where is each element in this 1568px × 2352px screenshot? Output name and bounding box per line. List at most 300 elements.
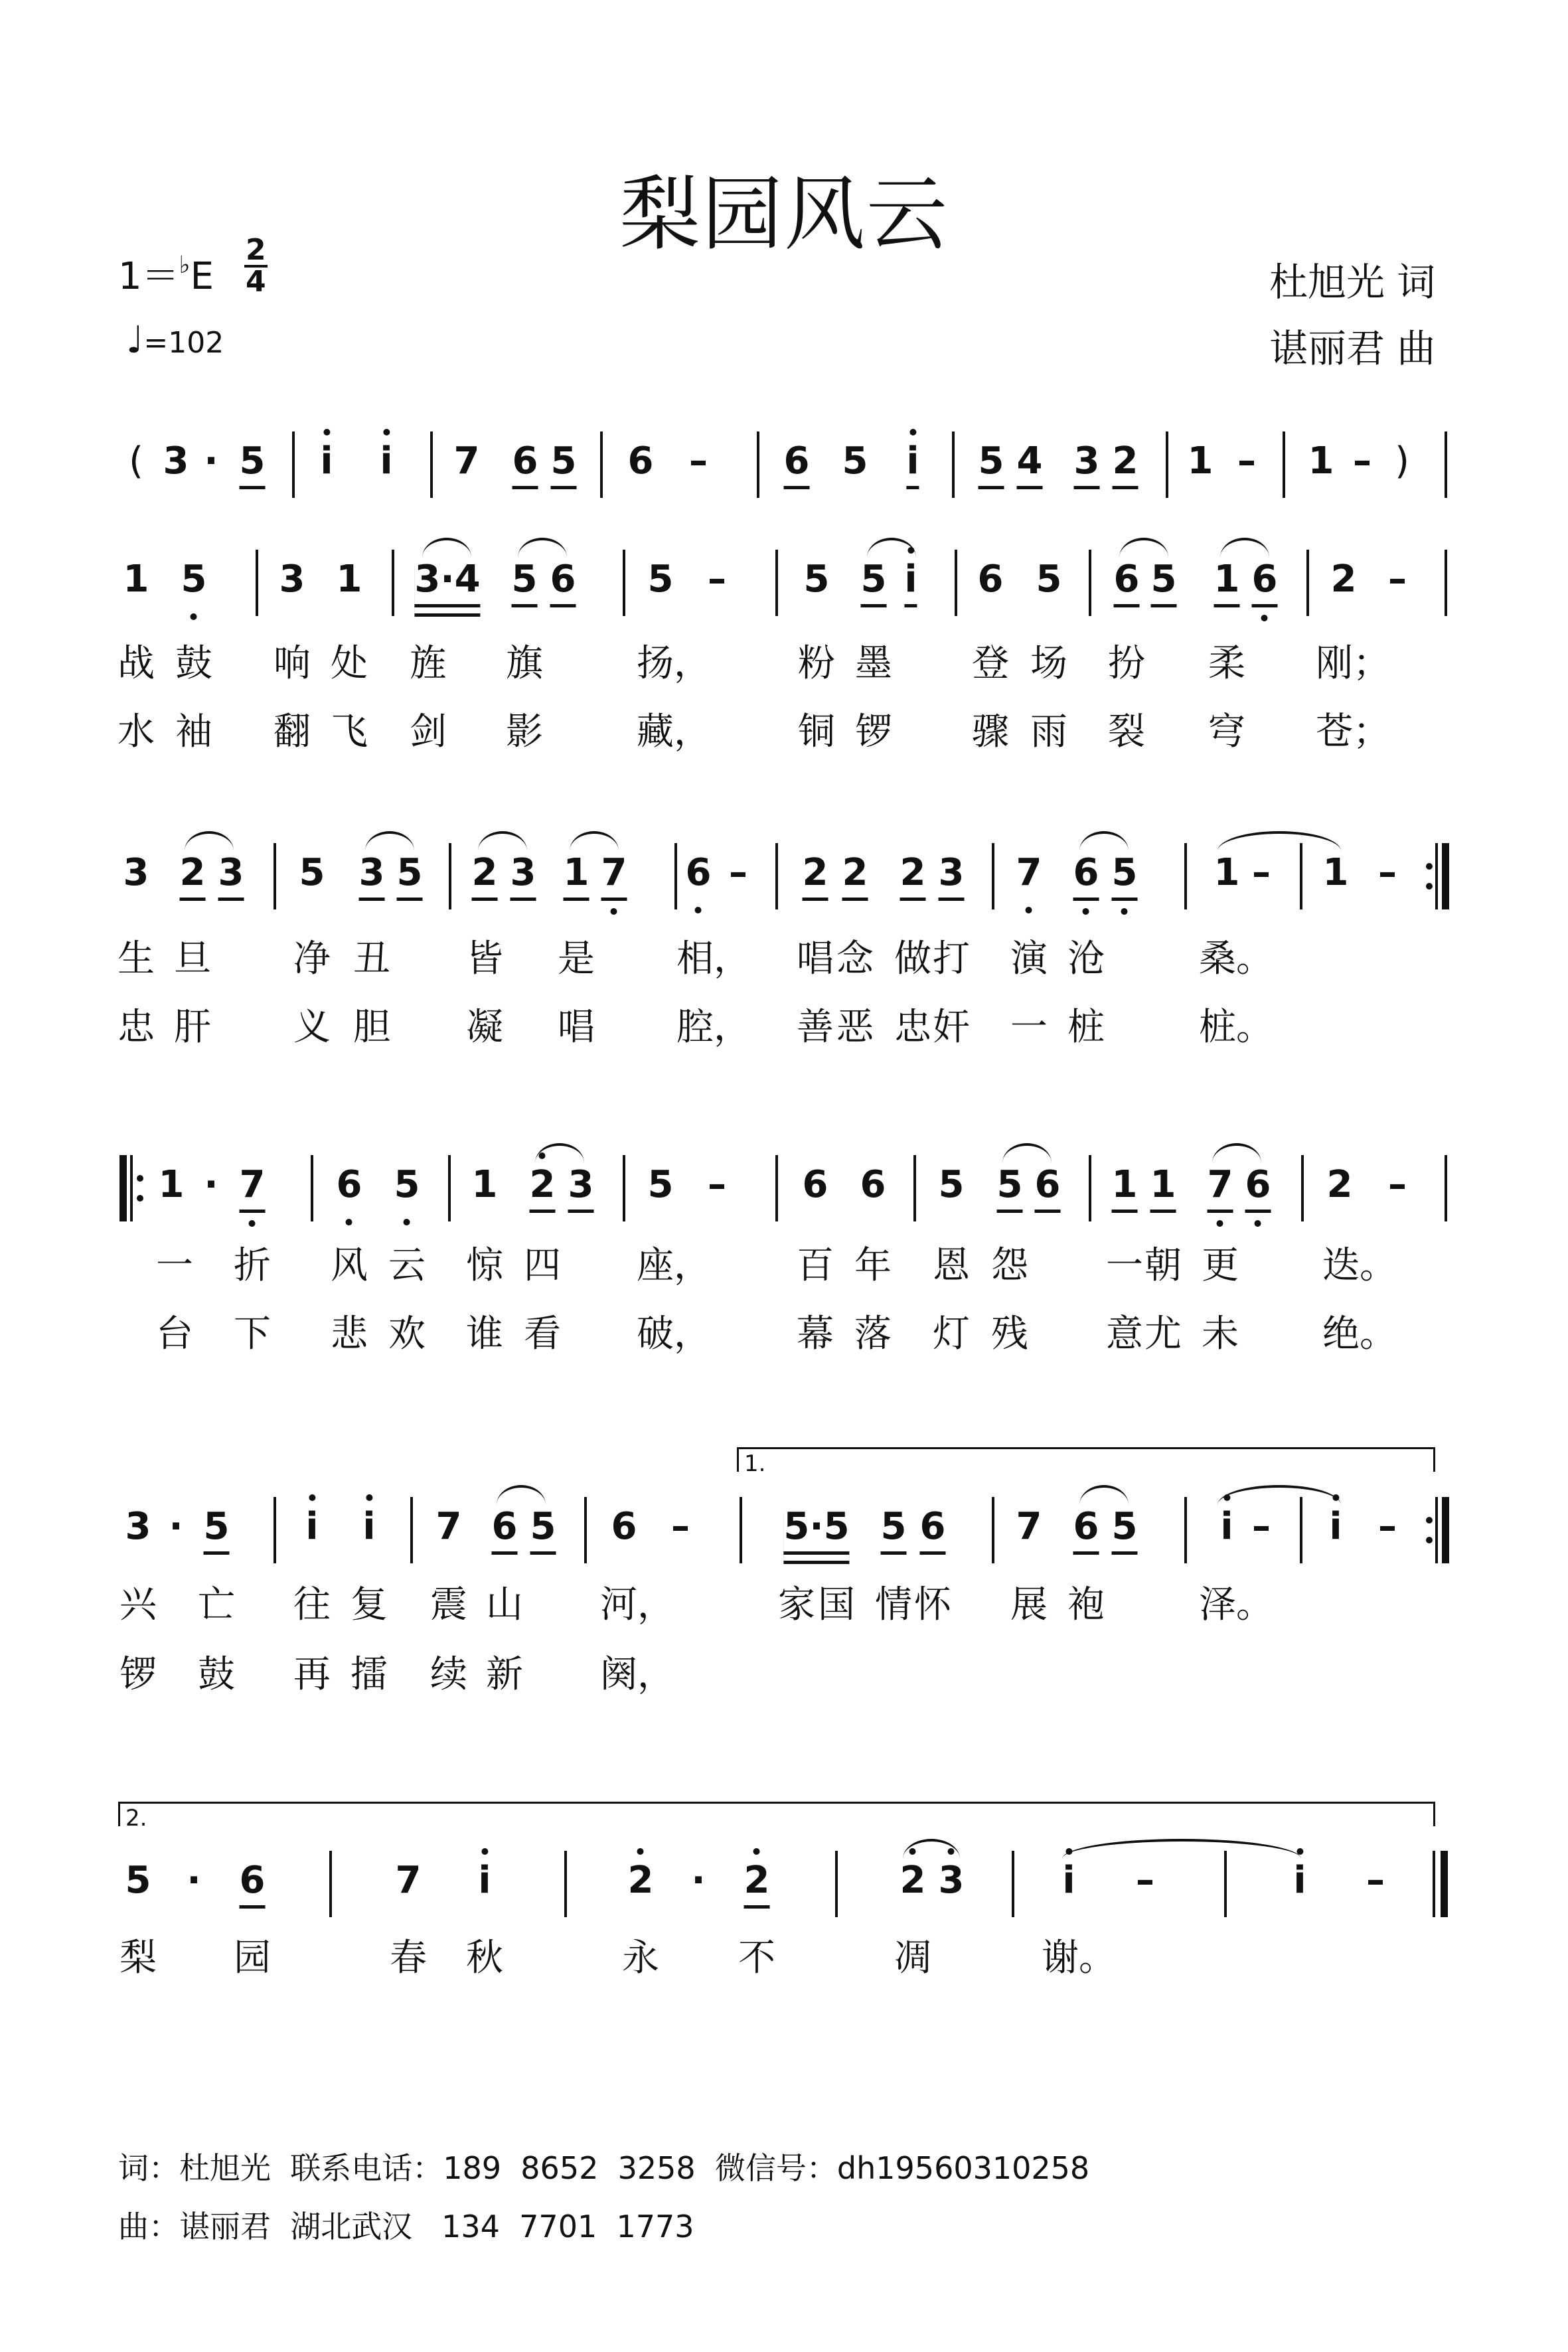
time-bottom: 4 [246, 265, 266, 299]
barline [410, 1497, 413, 1563]
note: i [906, 438, 919, 489]
note: 5 [204, 1504, 230, 1555]
dash: – [1388, 558, 1407, 601]
slur [518, 538, 567, 558]
lyric: 墨 [855, 642, 892, 685]
note: i [362, 1504, 375, 1550]
lyric: 沧 [1067, 937, 1105, 980]
lyric: 展 [1010, 1583, 1048, 1626]
barline [564, 1851, 567, 1917]
lyric: 残 [991, 1312, 1028, 1356]
slur [185, 831, 234, 851]
note: 1 [1150, 1162, 1176, 1213]
note: 2 [628, 1857, 654, 1904]
lyric: 生 [118, 937, 155, 980]
lyrics-s3-v2 [0, 1304, 1568, 1358]
barline [311, 1155, 313, 1221]
note: 6 [240, 1857, 266, 1909]
lyric: 恶 [836, 1006, 874, 1049]
lyrics-s2-v2 [0, 998, 1568, 1051]
lyric: 云 [388, 1244, 426, 1287]
lyrics-s1-v2 [0, 702, 1568, 755]
note: i [478, 1857, 491, 1904]
lyric: 绝。 [1322, 1312, 1397, 1356]
lyric: 善 [797, 1006, 834, 1049]
lyric: 台 [156, 1312, 193, 1356]
lyric: 意 [1106, 1312, 1143, 1356]
lyric: 旦 [174, 937, 211, 980]
note: 5 [1112, 1504, 1138, 1555]
lyric: 惊 [466, 1244, 503, 1287]
slur [1079, 1485, 1129, 1505]
lyric: 扮 [1108, 642, 1145, 685]
note: 6 [1073, 1504, 1099, 1555]
tie [1217, 1485, 1341, 1505]
final-barline [1441, 1851, 1448, 1917]
note: 5 [530, 1504, 556, 1555]
barline [430, 431, 433, 498]
lyric: 未 [1202, 1312, 1239, 1356]
song-title: 梨园风云 [619, 167, 949, 262]
quarter-note-icon: ♩ [126, 319, 144, 362]
time-signature [244, 233, 268, 299]
note: 6 [550, 556, 576, 607]
note: 6 [492, 1504, 518, 1555]
lyric: 复 [351, 1583, 388, 1626]
lyric: 欢 [388, 1312, 426, 1356]
key-note: E [190, 255, 214, 298]
note: 5 [861, 556, 887, 607]
note: 7 [453, 439, 480, 483]
note: 2 [1113, 438, 1138, 489]
barline [1012, 1851, 1014, 1917]
dash: – [1388, 1163, 1407, 1206]
lyric: 念 [836, 937, 874, 980]
lyric: 演 [1010, 937, 1048, 980]
barline [775, 843, 778, 909]
slur [1079, 831, 1129, 851]
note: 3·4 [414, 556, 480, 607]
lyric: 灯 [933, 1312, 970, 1356]
lyric: 往 [293, 1583, 331, 1626]
lyric: 春 [390, 1936, 427, 1980]
note: 6 [1114, 556, 1140, 607]
lyric: 新 [486, 1653, 523, 1696]
note: 5 [842, 439, 868, 483]
lyric: 四 [524, 1244, 561, 1287]
note: i [1062, 1857, 1075, 1904]
note: 3 [359, 850, 385, 901]
note: 7 [435, 1505, 462, 1548]
lyric: 不 [738, 1936, 775, 1980]
note: 7 [1016, 1505, 1042, 1548]
dash: – [1378, 851, 1397, 894]
paren-open: ( [129, 439, 143, 483]
note: 5 [647, 1163, 674, 1206]
lyric: 风 [331, 1244, 368, 1287]
barline [449, 843, 451, 909]
lyric: 折 [234, 1244, 271, 1287]
barline [775, 550, 778, 616]
lyric: 藏， [637, 710, 711, 753]
slur [570, 831, 619, 851]
slur [422, 538, 471, 558]
lyric: 翻 [274, 710, 311, 753]
lyric: 落 [854, 1312, 892, 1356]
slur [478, 831, 527, 851]
volta-label: 2. [125, 1805, 147, 1832]
barline [584, 1497, 587, 1563]
note: 6 [627, 439, 654, 483]
lyric: 秋 [466, 1936, 503, 1980]
lyric: 谁 [466, 1312, 503, 1356]
volta-first-ending [737, 1447, 1435, 1477]
note: 2 [1326, 1163, 1353, 1206]
slur [1002, 1143, 1052, 1163]
lyrics-s4-v1 [0, 1575, 1568, 1628]
note: 7 [1208, 1162, 1233, 1213]
note: 5 [125, 1859, 151, 1902]
lyric: 柔 [1208, 642, 1245, 685]
lyric: 一 [1106, 1244, 1143, 1287]
key-prefix: 1＝ [118, 255, 179, 298]
barline [1433, 1851, 1435, 1917]
lyric: 是 [558, 937, 595, 980]
barline [274, 843, 276, 909]
lyrics-s2-v1 [0, 929, 1568, 982]
lyric: 座， [637, 1244, 711, 1287]
dash: – [708, 1163, 726, 1206]
note: 1 [1214, 851, 1240, 894]
footer-composer-contact: 曲：谌丽君 湖北武汉 134 7701 1773 [118, 2209, 694, 2244]
lyric: 山 [486, 1583, 523, 1626]
lyric: 凋 [894, 1936, 931, 1980]
lyric: 兴 [119, 1583, 157, 1626]
lyric: 阕， [600, 1653, 674, 1696]
lyric: 铜 [798, 710, 835, 753]
slur [1119, 538, 1168, 558]
dash: – [1366, 1859, 1385, 1902]
repeat-dot [137, 1175, 143, 1182]
lyric: 相， [676, 937, 751, 980]
lyric: 锣 [855, 710, 892, 753]
note: 3 [218, 850, 244, 901]
barline [1435, 843, 1438, 909]
lyric: 破， [637, 1312, 711, 1356]
lyric: 桑。 [1199, 937, 1273, 980]
lyricist-credit: 杜旭光 词 [1269, 260, 1436, 305]
slur [1220, 538, 1269, 558]
note: 3 [939, 850, 965, 901]
lyric: 鼓 [198, 1653, 235, 1696]
lyric: 做 [894, 937, 931, 980]
lyric: 忠 [894, 1006, 931, 1049]
lyric: 粉 [798, 642, 835, 685]
lyric: 肝 [174, 1006, 211, 1049]
lyric: 唱 [558, 1006, 595, 1049]
tempo-marking [126, 319, 224, 362]
dash: – [1252, 851, 1271, 894]
note: 6 [977, 558, 1004, 601]
lyric: 旗 [506, 642, 543, 685]
lyric: 锣 [119, 1653, 157, 1696]
note: 3 [510, 850, 536, 901]
dot: · [204, 439, 218, 483]
lyric: 战 [118, 642, 155, 685]
note: 5 [394, 1162, 420, 1208]
note: 2 [1330, 558, 1357, 601]
dash: – [671, 1505, 690, 1548]
lyrics-s1-v1 [0, 634, 1568, 687]
lyric: 情 [875, 1583, 912, 1626]
repeat-start-barline [119, 1155, 127, 1221]
lyric: 刚； [1316, 642, 1390, 685]
lyric: 谢。 [1042, 1936, 1116, 1980]
note: 3 [568, 1162, 594, 1213]
paren-close: ) [1395, 439, 1409, 483]
note: 6 [1035, 1162, 1061, 1213]
dash: – [1237, 439, 1256, 483]
barline [913, 1155, 916, 1221]
note: 6 [512, 438, 538, 489]
system-5 [0, 1851, 1568, 1911]
barline [1306, 550, 1309, 616]
note: 6 [1245, 1162, 1271, 1213]
dash: – [1353, 439, 1372, 483]
note: 5 [181, 556, 207, 603]
lyric: 旌 [410, 642, 447, 685]
lyric: 袖 [175, 710, 212, 753]
lyric: 幕 [797, 1312, 834, 1356]
note: 6 [686, 850, 712, 896]
repeat-end-barline [1442, 843, 1449, 909]
volta-label: 1. [744, 1450, 766, 1477]
barline [952, 431, 955, 498]
note: 5 [1151, 556, 1177, 607]
lyric: 影 [506, 710, 543, 753]
note: i [1220, 1504, 1233, 1550]
note: 5 [299, 851, 325, 894]
barline [292, 431, 295, 498]
note: 2 [472, 850, 498, 901]
note: 5 [397, 850, 423, 901]
note: i [320, 438, 333, 485]
barline [1435, 1497, 1438, 1563]
lyric: 怨 [991, 1244, 1028, 1287]
lyric: 雨 [1030, 710, 1067, 753]
lyric: 永 [622, 1936, 659, 1980]
lyric: 飞 [331, 710, 368, 753]
lyric: 国 [818, 1583, 855, 1626]
note: 1 [1322, 851, 1349, 894]
lyric: 净 [293, 937, 331, 980]
lyric: 腔， [676, 1006, 751, 1049]
barline [992, 1497, 994, 1563]
lyric: 水 [118, 710, 155, 753]
lyric: 年 [854, 1244, 892, 1287]
note: i [1293, 1857, 1306, 1904]
note: i [380, 438, 392, 485]
lyric: 亡 [198, 1583, 235, 1626]
lyric: 奸 [933, 1006, 970, 1049]
lyric: 看 [524, 1312, 561, 1356]
lyric: 尤 [1144, 1312, 1182, 1356]
note: 2 [900, 850, 926, 901]
barline [1301, 1155, 1304, 1221]
note: 1 [1308, 439, 1334, 483]
lyric: 下 [234, 1312, 271, 1356]
dash: – [689, 439, 708, 483]
barline [1445, 1155, 1447, 1221]
lyric: 河， [600, 1583, 674, 1626]
note: 5 [551, 438, 577, 489]
note: 5 [512, 556, 538, 607]
note: 2 [180, 850, 206, 901]
note: 7 [240, 1162, 266, 1213]
lyric: 百 [797, 1244, 834, 1287]
note: 4 [1017, 438, 1043, 489]
note: i [904, 556, 917, 607]
note: 5 [1112, 850, 1138, 901]
barline [740, 1497, 742, 1563]
barline [1283, 431, 1285, 498]
lyrics-s5-v1 [0, 1928, 1568, 1982]
note: 2 [803, 850, 828, 901]
note: 6 [784, 438, 810, 489]
system-3 [0, 1155, 1568, 1215]
flat-icon: ♭ [179, 252, 191, 279]
dash: – [1136, 1859, 1154, 1902]
barline [955, 550, 957, 616]
note: 3 [1074, 438, 1100, 489]
note: 1 [158, 1163, 185, 1206]
note: 5 [803, 558, 830, 601]
lyric: 响 [274, 642, 311, 685]
footer-lyricist-contact: 词：杜旭光 联系电话：189 8652 3258 微信号：dh19560310258 [118, 2150, 1090, 2186]
slur [365, 831, 414, 851]
barline [1224, 1851, 1227, 1917]
lyric: 义 [293, 1006, 331, 1049]
lyric: 穹 [1208, 710, 1245, 753]
system-4 [0, 1497, 1568, 1557]
barline [448, 1155, 451, 1221]
note: 1 [471, 1163, 498, 1206]
lyric: 擂 [351, 1653, 388, 1696]
barline [274, 1497, 276, 1563]
dash: – [1252, 1505, 1271, 1548]
note: 2 [900, 1857, 926, 1904]
lyric: 怀 [914, 1583, 951, 1626]
note: 5 [1036, 558, 1062, 601]
lyric: 袍 [1067, 1583, 1105, 1626]
lyric: 再 [293, 1653, 331, 1696]
note: 1 [123, 558, 149, 601]
barline [1184, 1497, 1187, 1563]
note: 1 [564, 850, 589, 901]
lyric: 一 [156, 1244, 193, 1287]
lyric: 凝 [466, 1006, 503, 1049]
note: 6 [860, 1163, 886, 1206]
slur [1212, 1143, 1261, 1163]
barline [623, 550, 625, 616]
repeat-dot [137, 1195, 143, 1202]
lyric: 续 [430, 1653, 467, 1696]
tie [1217, 831, 1341, 851]
lyric: 一 [1010, 1006, 1048, 1049]
note: 1 [1187, 439, 1214, 483]
note: 6 [611, 1505, 637, 1548]
note: 7 [395, 1859, 422, 1902]
barline [992, 843, 994, 909]
barline [329, 1851, 332, 1917]
note: 5 [647, 558, 674, 601]
lyric: 迭。 [1322, 1244, 1397, 1287]
barline [1089, 550, 1091, 616]
lyric: 泽。 [1199, 1583, 1273, 1626]
note: 1 [336, 558, 362, 601]
lyric: 打 [933, 937, 970, 980]
barline [256, 550, 258, 616]
dot: · [169, 1505, 183, 1548]
dot: · [691, 1859, 706, 1902]
note: 5 [240, 438, 266, 489]
lyric: 桩。 [1199, 1006, 1273, 1049]
lyrics-s3-v1 [0, 1236, 1568, 1289]
note: 3 [279, 558, 305, 601]
lyric: 震 [430, 1583, 467, 1626]
note: 3 [163, 439, 189, 483]
lyric: 胆 [353, 1006, 390, 1049]
composer-credit: 谌丽君 曲 [1269, 326, 1436, 371]
system-2 [0, 843, 1568, 903]
barline [1300, 843, 1302, 909]
lyric: 场 [1030, 642, 1067, 685]
lyric: 剑 [410, 710, 447, 753]
note: i [1329, 1504, 1342, 1550]
lyric: 家 [778, 1583, 815, 1626]
note: 3 [125, 1505, 151, 1548]
lyrics-s4-v2 [0, 1645, 1568, 1698]
barline [674, 843, 677, 909]
lyric: 骤 [972, 710, 1009, 753]
lyric: 唱 [797, 937, 834, 980]
key-signature [118, 247, 214, 300]
note: 7 [601, 850, 627, 901]
barline [835, 1851, 838, 1917]
barline [130, 1155, 133, 1221]
lyric: 更 [1202, 1244, 1239, 1287]
lyric: 忠 [118, 1006, 155, 1049]
lyric: 梨 [119, 1936, 157, 1980]
lyric: 苍； [1316, 710, 1390, 753]
barline [1445, 550, 1447, 616]
note: 1 [1214, 556, 1240, 607]
note: 2 [842, 850, 868, 901]
system-1 [0, 550, 1568, 609]
lyric: 朝 [1144, 1244, 1182, 1287]
note: i [305, 1504, 318, 1550]
note: 5 [997, 1162, 1023, 1213]
barline [757, 431, 759, 498]
lyric: 桩 [1067, 1006, 1105, 1049]
barline [1089, 1155, 1091, 1221]
note: 6 [1073, 850, 1099, 901]
system-intro [0, 431, 1568, 491]
lyric: 处 [331, 642, 368, 685]
barline [623, 1155, 625, 1221]
time-top: 2 [246, 233, 266, 267]
lyric: 悲 [331, 1312, 368, 1356]
